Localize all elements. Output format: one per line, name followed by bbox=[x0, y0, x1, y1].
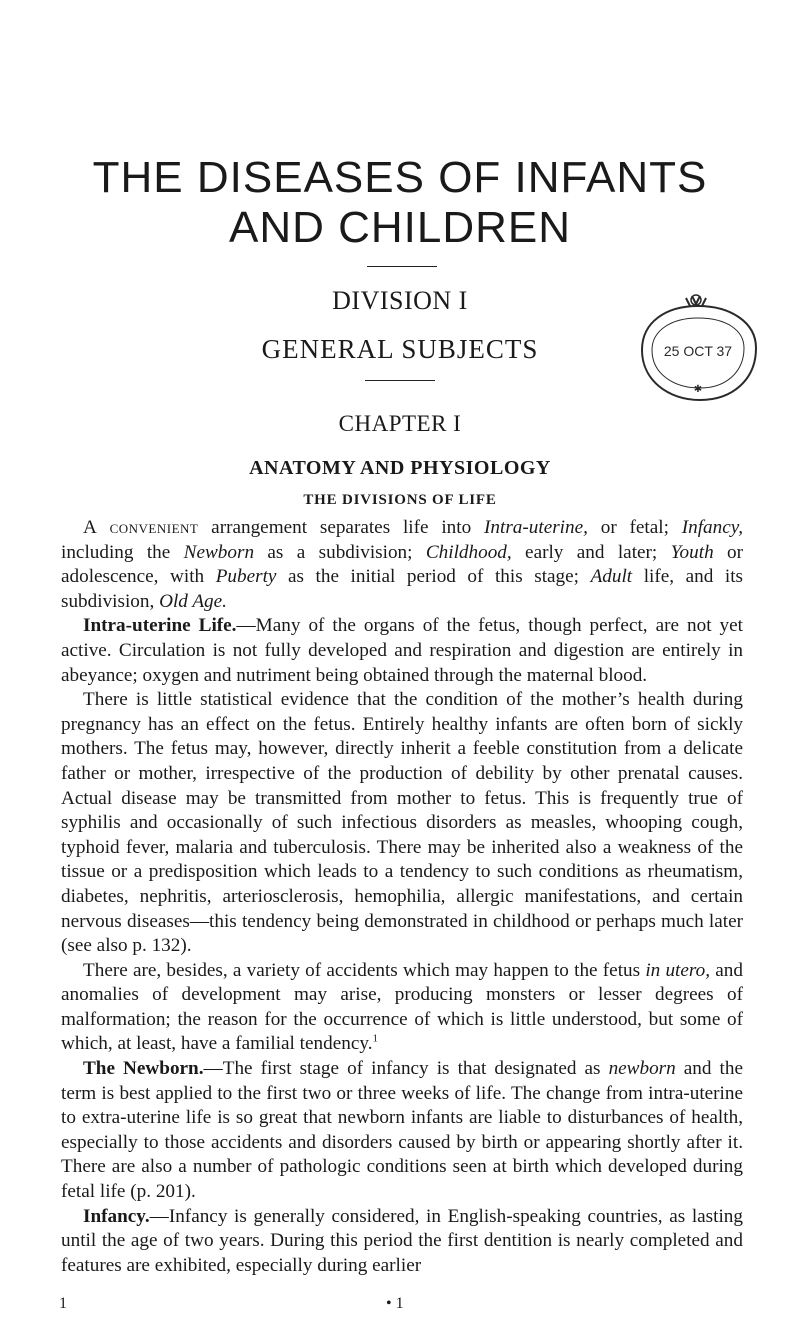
text-run: —The first stage of infancy is that designated as bbox=[203, 1058, 609, 1080]
chapter-title: ANATOMY AND PHYSIOLOGY bbox=[249, 457, 551, 479]
paragraph-intra-uterine-life bbox=[61, 614, 743, 688]
paragraph-maternal-health bbox=[61, 688, 743, 959]
text-run: as the initial period of this stage; bbox=[276, 566, 591, 588]
text-run: life, and its subdivision, bbox=[61, 566, 744, 612]
text-run: including the bbox=[61, 541, 184, 563]
chapter-body-text bbox=[61, 516, 743, 1278]
text-run: as a subdivision; bbox=[254, 541, 426, 563]
chapter-heading: CHAPTER I bbox=[338, 411, 462, 436]
italic-term: Old Age. bbox=[159, 590, 227, 612]
signature-mark-left: 1 bbox=[59, 1295, 67, 1312]
stamp-date-text: 25 OCT 37 bbox=[663, 343, 733, 359]
italic-term: Puberty bbox=[215, 566, 277, 588]
book-title-line-1: THE DISEASES OF INFANTS bbox=[92, 153, 708, 202]
paragraph-bold-lead: Intra-uterine Life. bbox=[83, 615, 237, 637]
text-run: —Many of the organs of the fetus, though perfect, are not yet active. Circulation is not fully developed and respiration and digestion are entirely in abeyance; oxygen and nutriment being obtained through the maternal blood. bbox=[61, 615, 743, 686]
text-run: There is little statistical evidence that the condition of the mother’s health during pregnancy has an effect on the fetus. Entirely healthy infants are often born of sickly mothers. The fetus may, however, directly inherit a feeble constitution from a delicate father or mother, irrespective of the production of debility by other prenatal causes. Actual disease may be transmitted from mother to fetus. This is frequently true of syphilis and occasionally of such infectious disorders as measles, whooping cough, typhoid fever, malaria and tuberculosis. There may be inherited also a weakness of the tissue or a predisposition which leads to a tendency to such conditions as rheumatism, diabetes, nephritis, arteriosclerosis, hemophilia, allergic manifestations, and certain nervous diseases—this tendency being demonstrated in childhood or perhaps much later (see also p. 132). bbox=[61, 689, 743, 957]
italic-term: Youth bbox=[670, 541, 714, 563]
chapter-divider-rule bbox=[365, 380, 435, 381]
footnote-marker: 1 bbox=[372, 1033, 378, 1046]
book-title-line-2: AND CHILDREN bbox=[228, 203, 572, 252]
text-run: or fetal; bbox=[587, 517, 682, 538]
italic-term: newborn bbox=[608, 1058, 676, 1080]
text-run: arrangement separates life into bbox=[198, 517, 484, 538]
text-run: and the term is best applied to the first two or three weeks of life. The change from intra-uterine to extra-uterine life is so great that newborn infants are liable to disturbances of health, especially to those accidents and disorders caused by birth or appearing shortly after it. There are also a number of pathologic conditions seen at birth which developed during fetal life (p. 201). bbox=[61, 1058, 743, 1203]
signature-mark-center: • 1 bbox=[386, 1295, 404, 1312]
italic-term: Intra-uterine, bbox=[484, 517, 588, 538]
division-heading: DIVISION I bbox=[332, 286, 468, 315]
paragraph-newborn bbox=[61, 1057, 743, 1205]
text-run: —Infancy is generally considered, in English-speaking countries, as lasting until the age of two years. During this period the first dentition is nearly completed and features are exhibited, especially during earlier bbox=[61, 1205, 743, 1276]
section-title: THE DIVISIONS OF LIFE bbox=[303, 492, 497, 508]
text-run: There are, besides, a variety of accidents which may happen to the fetus bbox=[83, 959, 646, 981]
italic-term: Childhood, bbox=[425, 541, 512, 563]
text-run: or adolescence, with bbox=[61, 541, 744, 588]
division-subject-heading: GENERAL SUBJECTS bbox=[261, 334, 539, 364]
text-run: early and later; bbox=[511, 541, 671, 563]
paragraph-infancy bbox=[61, 1205, 743, 1279]
paragraph-bold-lead: Infancy. bbox=[83, 1205, 150, 1227]
italic-term: in utero, bbox=[645, 959, 711, 981]
paragraph-divisions-of-life bbox=[61, 516, 743, 614]
italic-term: Newborn bbox=[183, 541, 255, 563]
svg-text:✱: ✱ bbox=[693, 384, 703, 395]
italic-term: Adult bbox=[590, 566, 633, 588]
paragraph-bold-lead: The Newborn. bbox=[83, 1058, 204, 1080]
text-run: and anomalies of development may arise, producing monsters or lesser degrees of malformation; the reason for the occurrence of which is little understood, but some of which, at least, have a familial tendency. bbox=[61, 959, 743, 1055]
paragraph-lead-small-caps: A convenient bbox=[83, 517, 199, 538]
paragraph-accidents-in-utero bbox=[61, 959, 743, 1057]
library-stamp-icon bbox=[630, 292, 765, 407]
title-divider-rule bbox=[367, 266, 437, 267]
italic-term: Infancy, bbox=[681, 517, 744, 538]
